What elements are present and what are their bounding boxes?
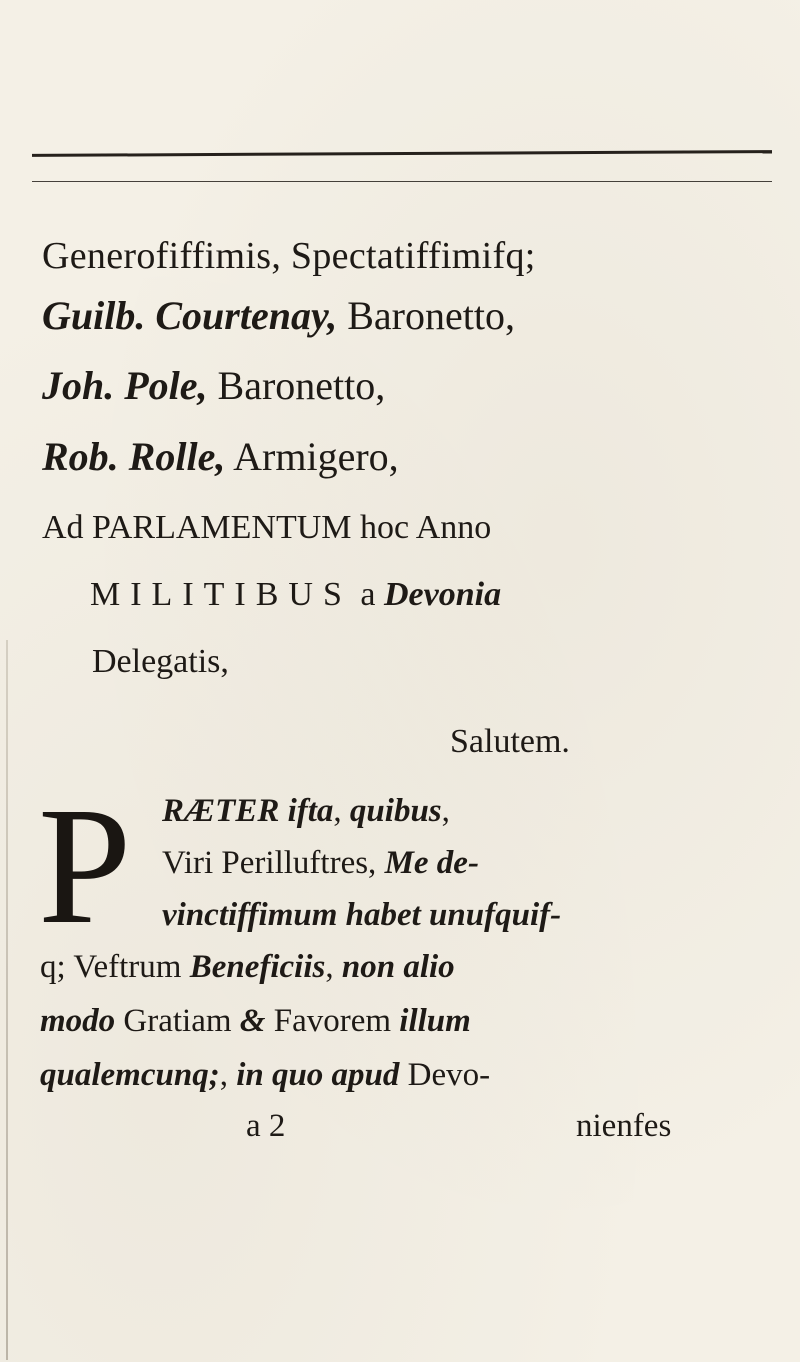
heading-militibus-line <box>90 578 501 612</box>
addressee-pole <box>42 363 386 408</box>
text-run: RÆTER <box>162 793 288 829</box>
text-run: q; Veftrum <box>40 949 190 985</box>
signature-mark: a 2 <box>246 1108 286 1144</box>
preposition-a: a <box>360 576 376 613</box>
body-line-2 <box>162 847 479 880</box>
body-line-1 <box>162 795 450 828</box>
body-line-3 <box>162 899 561 932</box>
addressee-name: Joh. Pole, <box>42 363 208 408</box>
text-run: , <box>333 793 350 829</box>
text-run: , <box>325 949 342 985</box>
addressee-title: Baronetto, <box>347 293 515 338</box>
text-run: Beneficiis <box>189 949 326 985</box>
militibus-word: MILITIBUS <box>90 576 352 613</box>
text-run: illum <box>399 1003 471 1039</box>
text-run: Gratiam <box>115 1003 240 1039</box>
text-run: Me de- <box>384 845 479 881</box>
heading-delegatis: Delegatis, <box>92 643 229 680</box>
top-double-rule-thin <box>32 181 772 182</box>
text-run: Viri Perilluftres, <box>162 845 385 881</box>
text-run: non alio <box>341 949 455 985</box>
addressee-name: Rob. Rolle, <box>42 434 226 479</box>
text-run: in quo apud <box>236 1057 400 1093</box>
heading-line-1: Generofiffimis, Spectatiffimifq; <box>42 235 536 277</box>
addressee-title: Armigero, <box>233 434 399 479</box>
text-run: , <box>219 1057 237 1093</box>
body-line-4 <box>40 951 455 984</box>
text-run: ifta <box>287 793 334 829</box>
text-run: modo <box>40 1003 116 1039</box>
text-run: , <box>441 793 450 829</box>
devonia-word: Devonia <box>383 576 502 613</box>
heading-parliament-line: Ad PARLAMENTUM hoc Anno <box>42 509 492 546</box>
body-line-6 <box>40 1059 490 1092</box>
addressee-rolle <box>42 434 399 479</box>
text-run: quibus <box>349 793 442 829</box>
top-double-rule-thick <box>32 150 772 157</box>
text-run: Favorem <box>265 1003 400 1039</box>
salutation: Salutem. <box>450 723 570 760</box>
addressee-courtenay <box>42 293 515 338</box>
drop-cap-initial: P <box>38 773 132 959</box>
addressee-name: Guilb. Courtenay, <box>42 293 338 338</box>
text-run: & <box>239 1003 266 1039</box>
page-edge-shadow <box>6 640 8 1360</box>
addressee-title: Baronetto, <box>217 363 386 408</box>
text-run: qualemcunq; <box>40 1057 220 1093</box>
body-line-5 <box>40 1005 471 1038</box>
text-run: vinctiffimum habet unufquif- <box>162 897 562 933</box>
catchword: nienfes <box>576 1108 672 1144</box>
text-run: Devo- <box>399 1057 491 1093</box>
